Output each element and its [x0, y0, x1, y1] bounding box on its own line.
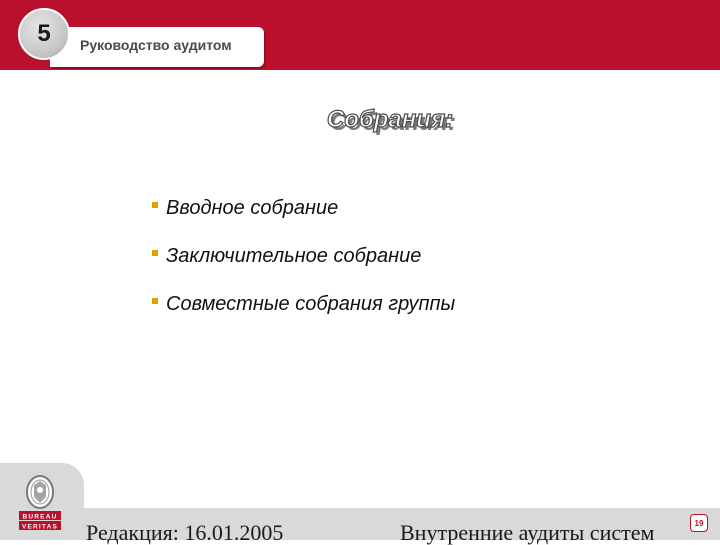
section-tab: [50, 27, 264, 67]
page-number: 19: [690, 514, 708, 532]
bullet-square-icon: [152, 202, 158, 208]
footer-edition-date: Редакция: 16.01.2005: [86, 520, 284, 545]
bullet-list: [152, 184, 455, 328]
bullet-text: Совместные собрания группы: [166, 292, 456, 315]
footer-document-title: Внутренние аудиты систем: [400, 520, 655, 545]
bullet-text: Вводное собрание: [166, 196, 339, 219]
section-number-badge: [18, 8, 70, 60]
section-title: Руководство аудитом: [80, 37, 232, 53]
bullet-square-icon: [152, 298, 158, 304]
logo-line2: VERITAS: [21, 523, 59, 531]
bullet-text: Заключительное собрание: [166, 244, 422, 267]
bullet-square-icon: [152, 250, 158, 256]
list-item: [152, 280, 455, 328]
list-item: [152, 184, 455, 232]
logo-line1: BUREAU: [22, 513, 58, 521]
list-item: [152, 232, 455, 280]
bureau-veritas-logo-icon: [16, 473, 64, 533]
section-number: 5: [37, 20, 51, 47]
slide-title: Собрания:: [326, 106, 454, 133]
